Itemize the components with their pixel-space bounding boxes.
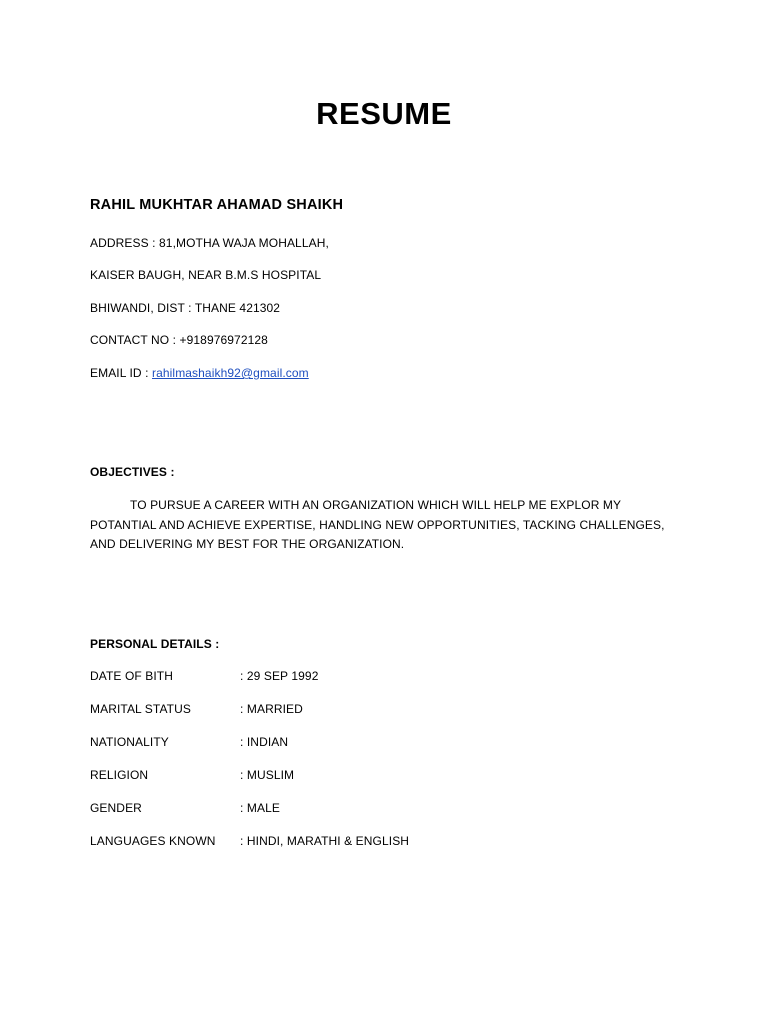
detail-value: : MARRIED bbox=[240, 702, 303, 716]
detail-label: GENDER bbox=[90, 801, 142, 815]
detail-value: : MALE bbox=[240, 801, 280, 815]
address-line-3: BHIWANDI, DIST : THANE 421302 bbox=[90, 301, 281, 315]
detail-row-religion bbox=[90, 768, 294, 782]
detail-row-gender bbox=[90, 801, 280, 815]
document-title: RESUME bbox=[316, 96, 452, 131]
detail-value: : 29 SEP 1992 bbox=[240, 669, 319, 683]
detail-label: MARITAL STATUS bbox=[90, 702, 191, 716]
address-line-1: ADDRESS : 81,MOTHA WAJA MOHALLAH, bbox=[90, 236, 329, 250]
objectives-heading: OBJECTIVES : bbox=[90, 465, 175, 479]
email-link[interactable]: rahilmashaikh92@gmail.com bbox=[152, 366, 309, 380]
candidate-name: RAHIL MUKHTAR AHAMAD SHAIKH bbox=[90, 197, 344, 213]
address-line-2: KAISER BAUGH, NEAR B.M.S HOSPITAL bbox=[90, 268, 322, 282]
detail-label: DATE OF BITH bbox=[90, 669, 173, 683]
objectives-text: TO PURSUE A CAREER WITH AN ORGANIZATION WHICH WILL HELP ME EXPLOR MY POTANTIAL AND ACHIEVE EXPERTISE, HANDLING NEW OPPORTUNITIES, TACKING CHALLENGES, AND DELIVERING MY BEST FOR THE ORGANIZATION. bbox=[90, 498, 665, 551]
email-line bbox=[90, 366, 309, 380]
detail-label: RELIGION bbox=[90, 768, 149, 782]
detail-value: : INDIAN bbox=[240, 735, 289, 749]
contact-number: CONTACT NO : +918976972128 bbox=[90, 333, 268, 347]
detail-row-marital-status bbox=[90, 702, 303, 716]
detail-label: LANGUAGES KNOWN bbox=[90, 834, 216, 848]
detail-row-dob bbox=[90, 669, 318, 683]
email-label: EMAIL ID : bbox=[90, 366, 153, 380]
detail-value: : MUSLIM bbox=[240, 768, 295, 782]
detail-row-nationality bbox=[90, 735, 288, 749]
detail-label: NATIONALITY bbox=[90, 735, 169, 749]
detail-value: : HINDI, MARATHI & ENGLISH bbox=[240, 834, 410, 848]
personal-details-heading: PERSONAL DETAILS : bbox=[90, 637, 220, 651]
detail-row-languages bbox=[90, 834, 409, 848]
